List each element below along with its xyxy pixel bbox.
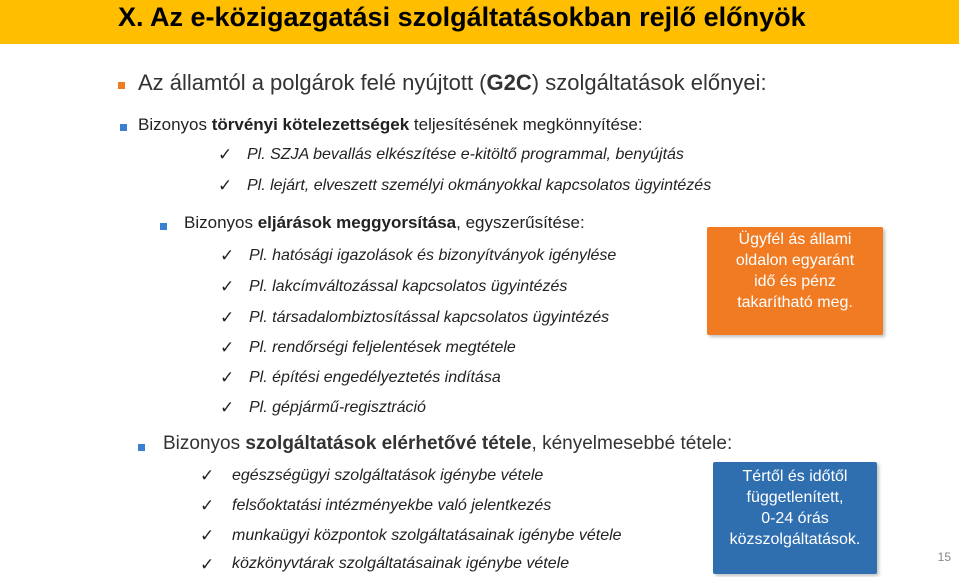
blue-square-bullet-icon: [120, 124, 127, 131]
list-item: Pl. rendőrségi feljelentések megtétele: [249, 339, 516, 356]
list-item: Pl. SZJA bevallás elkészítése e-kitöltő programmal, benyújtás: [247, 146, 684, 163]
checkmark-icon: ✓: [220, 338, 235, 358]
checkmark-icon: ✓: [218, 176, 233, 196]
list-item: Pl. építési engedélyeztetés indítása: [249, 369, 501, 386]
callout-line: takarítható meg.: [737, 294, 853, 311]
callout-line: közszolgáltatások.: [729, 531, 861, 548]
list-item: Pl. lakcímváltozással kapcsolatos ügyintézés: [249, 278, 568, 295]
checkmark-icon: ✓: [220, 398, 235, 418]
callout-line: oldalon egyaránt: [735, 252, 855, 269]
callout-line: 0-24 órás: [761, 510, 829, 527]
blue-square-bullet-icon: [138, 444, 145, 451]
list-item: közkönyvtárak szolgáltatásainak igénybe vétele: [232, 555, 570, 572]
page-number: 15: [937, 550, 951, 564]
checkmark-icon: ✓: [218, 145, 233, 165]
checkmark-icon: ✓: [200, 555, 215, 575]
list-item: felsőoktatási intézményekbe való jelentkezés: [232, 497, 552, 514]
checkmark-icon: ✓: [200, 466, 215, 486]
callout-line: idő és pénz: [754, 273, 836, 290]
checkmark-icon: ✓: [220, 277, 235, 297]
checkmark-icon: ✓: [220, 368, 235, 388]
callout-line: Ügyfél ás állami: [738, 231, 852, 248]
group2-heading: Bizonyos eljárások meggyorsítása, egyszerűsítése:: [184, 213, 585, 232]
list-item: Pl. hatósági igazolások és bizonyítványok igénylése: [249, 247, 617, 264]
list-item: munkaügyi központok szolgáltatásainak igénybe vétele: [232, 527, 622, 544]
callout-line: Tértől és időtől: [742, 468, 848, 485]
checkmark-icon: ✓: [200, 526, 215, 546]
checkmark-icon: ✓: [200, 496, 215, 516]
list-item: Pl. gépjármű-regisztráció: [249, 399, 426, 416]
orange-square-bullet-icon: [118, 82, 125, 89]
blue-square-bullet-icon: [160, 223, 167, 230]
checkmark-icon: ✓: [220, 308, 235, 328]
group3-heading: Bizonyos szolgáltatások elérhetővé tétele, kényelmesebbé tétele:: [163, 433, 733, 454]
anytime-anywhere-callout: [713, 462, 877, 574]
section-heading: Az államtól a polgárok felé nyújtott (G2C) szolgáltatások előnyei:: [138, 70, 767, 95]
callout-line: függetlenített,: [746, 489, 844, 506]
list-item: Pl. társadalombiztosítással kapcsolatos ügyintézés: [249, 309, 610, 326]
list-item: egészségügyi szolgáltatások igénybe vétele: [232, 467, 544, 484]
group1-heading: Bizonyos törvényi kötelezettségek teljesítésének megkönnyítése:: [138, 115, 643, 134]
slide-title: X. Az e-közigazgatási szolgáltatásokban rejlő előnyök: [118, 2, 806, 32]
checkmark-icon: ✓: [220, 246, 235, 266]
list-item: Pl. lejárt, elveszett személyi okmányokkal kapcsolatos ügyintézés: [247, 177, 712, 194]
time-money-callout: [707, 227, 883, 335]
